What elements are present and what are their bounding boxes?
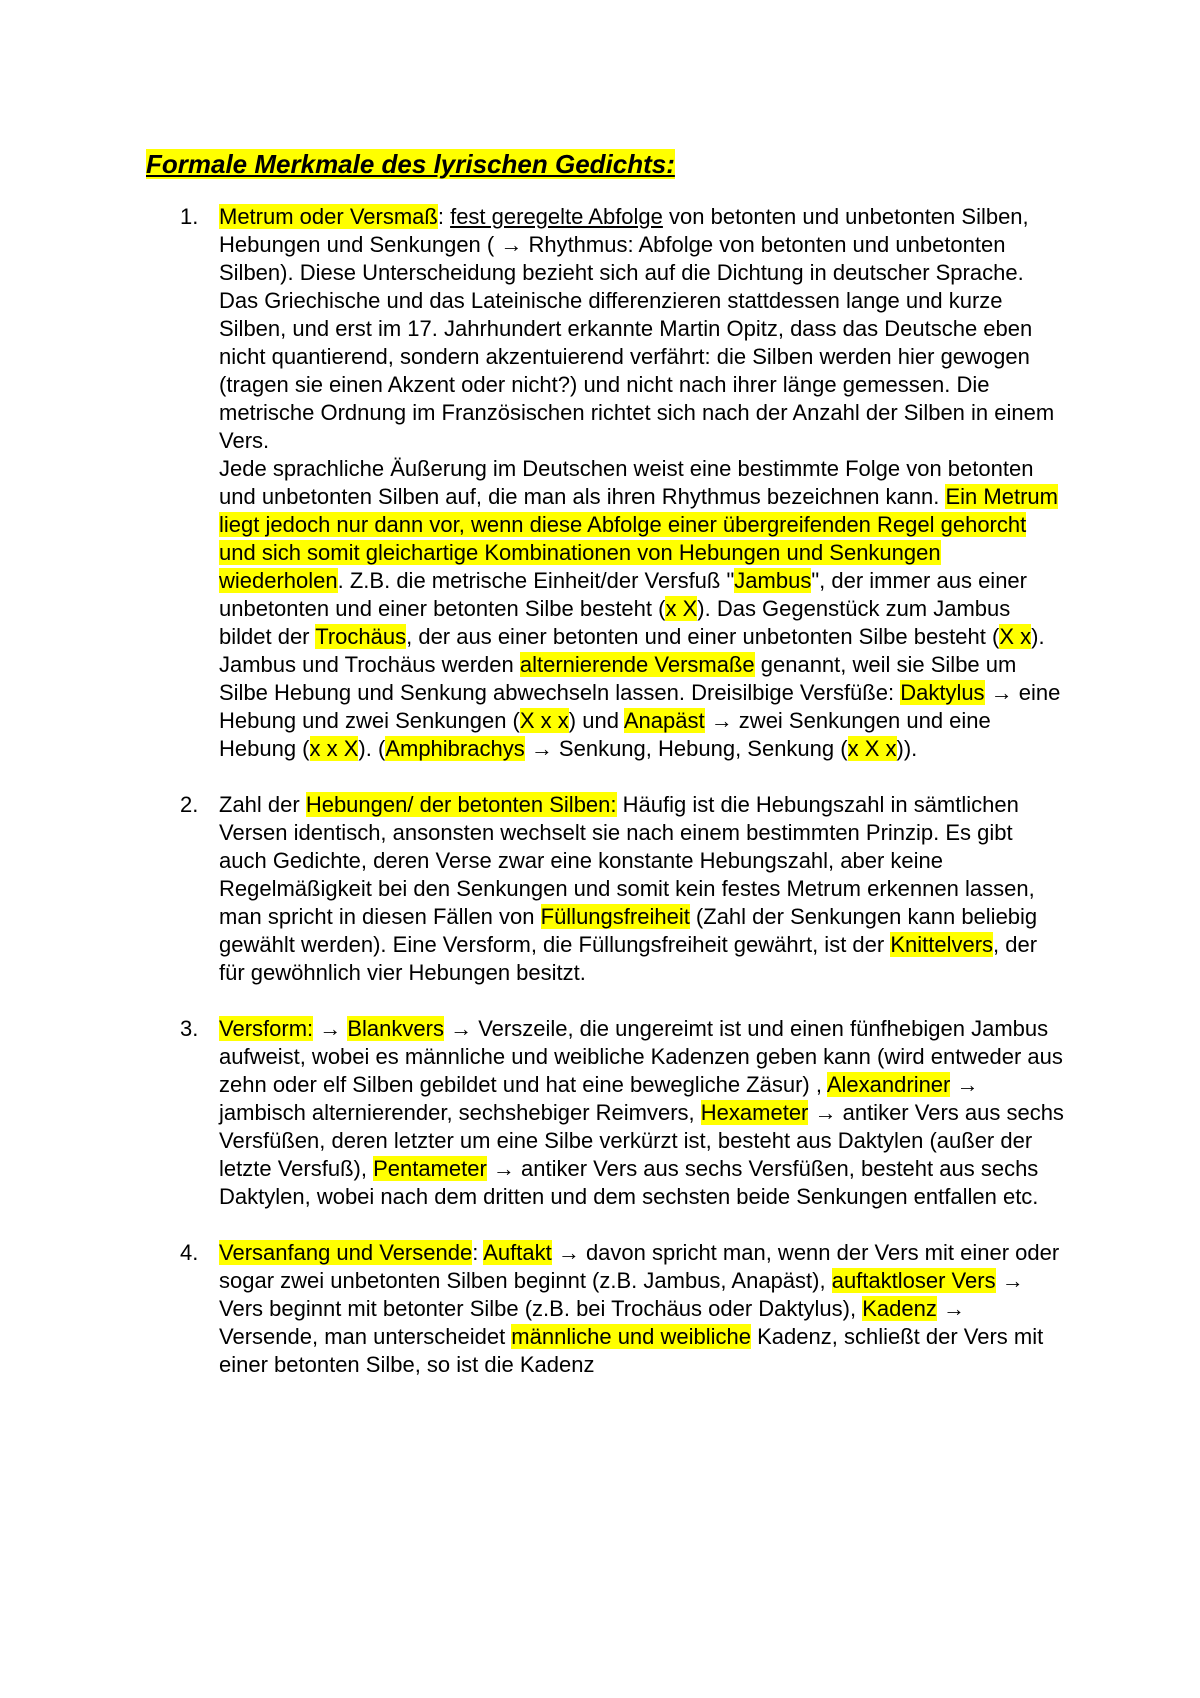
text-segment: → zwei Senkungen und eine Hebung (: [219, 708, 991, 761]
text-segment: ", der immer aus einer unbetonten und einer betonten Silbe besteht (: [219, 568, 1027, 621]
text-segment: Häufig ist die Hebungszahl in sämtlichen Versen identisch, ansonsten wechselt sie nach einem bestimmten Prinzip. Es gibt auch Gedichte, deren Verse zwar eine konstante Hebungszahl, aber keine Regelmäßigkeit bei den Senkungen und somit kein festes Metrum erkennen lassen, man spricht in diesen Fällen von: [219, 792, 1035, 929]
list-item: [146, 203, 1066, 763]
highlighted-term: Blankvers: [347, 1016, 444, 1041]
highlighted-term: Trochäus: [315, 624, 407, 649]
list-item: [146, 1015, 1066, 1211]
highlighted-term: Jambus: [734, 568, 812, 593]
text-segment: → Versende, man unterscheidet: [219, 1296, 965, 1349]
list-item-number: 1.: [180, 204, 199, 229]
highlighted-term: Amphibrachys: [385, 736, 525, 761]
text-segment: genannt, weil sie Silbe um Silbe Hebung und Senkung abwechseln lassen. Dreisilbige Versfüße:: [219, 652, 1017, 705]
text-segment: , der aus einer betonten und einer unbetonten Silbe besteht (: [406, 624, 1000, 649]
text-segment: ). Jambus und Trochäus werden: [219, 624, 1045, 677]
text-segment: :: [472, 1240, 484, 1265]
text-segment: ). (: [358, 736, 386, 761]
highlighted-term: Kadenz: [862, 1296, 937, 1321]
highlighted-term: alternierende Versmaße: [519, 652, 755, 677]
text-segment: →: [313, 1016, 348, 1041]
text-segment: → antiker Vers aus sechs Versfüßen, besteht aus sechs Daktylen, wobei nach dem dritten und dem sechsten beide Senkungen entfallen etc.: [219, 1156, 1039, 1209]
highlighted-term: x X: [665, 596, 698, 621]
highlighted-term: Anapäst: [623, 708, 705, 733]
text-segment: → davon spricht man, wenn der Vers mit einer oder sogar zwei unbetonten Silben beginnt (z.B. Jambus, Anapäst),: [219, 1240, 1060, 1293]
highlighted-term: Versanfang und Versende: [219, 1240, 473, 1265]
text-segment: → Vers beginnt mit betonter Silbe (z.B. bei Trochäus oder Daktylus),: [219, 1268, 1024, 1321]
list-item-number: 3.: [180, 1016, 199, 1041]
text-segment: Kadenz, schließt der Vers mit einer betonten Silbe, so ist die Kadenz: [219, 1324, 1044, 1377]
list-item-number: 2.: [180, 792, 199, 817]
list-item-text: [219, 1015, 1066, 1211]
highlighted-term: Auftakt: [483, 1240, 552, 1265]
text-segment: Zahl der: [219, 792, 306, 817]
highlighted-term: x x X: [309, 736, 359, 761]
list-item: [146, 1239, 1066, 1379]
list-item-text: [219, 203, 1066, 763]
text-segment: ) und: [568, 708, 624, 733]
text-segment: Jede sprachliche Äußerung im Deutschen weist eine bestimmte Folge von betonten und unbetonten Silben auf, die man als ihren Rhythmus bezeichnen kann.: [219, 456, 1034, 509]
highlighted-term: Metrum oder Versmaß: [219, 204, 438, 229]
list-item-number: 4.: [180, 1240, 199, 1265]
text-segment: → antiker Vers aus sechs Versfüßen, deren letzter um eine Silbe verkürzt ist, besteht aus Daktylen (außer der letzte Versfuß),: [219, 1100, 1064, 1181]
document-title-text: Formale Merkmale des lyrischen Gedichts:: [146, 149, 675, 179]
highlighted-term: Versform:: [219, 1016, 314, 1041]
list-item: [146, 791, 1066, 987]
list-item-text: [219, 791, 1066, 987]
highlighted-term: Knittelvers: [890, 932, 994, 957]
text-segment: (Zahl der Senkungen kann beliebig gewählt werden). Eine Versform, die Füllungsfreiheit gewährt, ist der: [219, 904, 1038, 957]
text-segment: → eine Hebung und zwei Senkungen (: [219, 680, 1061, 733]
underlined-text: fest geregelte Abfolge: [450, 204, 663, 229]
text-segment: → Verszeile, die ungereimt ist und einen fünfhebigen Jambus aufweist, wobei es männliche und weibliche Kadenzen geben kann (wird entweder aus zehn oder elf Silben gebildet und hat eine bewegliche Zäsur) ,: [219, 1016, 1063, 1097]
highlighted-term: Daktylus: [900, 680, 985, 705]
text-segment: ). Das Gegenstück zum Jambus bildet der: [219, 596, 1011, 649]
highlighted-term: Pentameter: [373, 1156, 487, 1181]
highlighted-term: Ein Metrum liegt jedoch nur dann vor, wenn diese Abfolge einer übergreifenden Regel gehorcht und sich somit gleichartige Kombinationen von Hebungen und Senkungen wiederholen: [219, 484, 1058, 593]
highlighted-term: auftaktloser Vers: [831, 1268, 996, 1293]
text-segment: → jambisch alternierender, sechshebiger Reimvers,: [219, 1072, 979, 1125]
text-segment: . Z.B. die metrische Einheit/der Versfuß ": [337, 568, 735, 593]
feature-list: [146, 203, 1066, 1407]
text-segment: → Senkung, Hebung, Senkung (: [524, 736, 848, 761]
highlighted-term: Füllungsfreiheit: [540, 904, 690, 929]
text-segment: )).: [896, 736, 918, 761]
text-segment: :: [437, 204, 451, 229]
highlighted-term: Alexandriner: [826, 1072, 951, 1097]
list-item-text: [219, 1239, 1066, 1379]
highlighted-term: Hexameter: [700, 1100, 809, 1125]
highlighted-term: x X x: [847, 736, 897, 761]
highlighted-term: Hebungen/ der betonten Silben:: [305, 792, 617, 817]
text-segment: von betonten und unbetonten Silben, Hebungen und Senkungen ( → Rhythmus: Abfolge von betonten und unbetonten Silben). Diese Unterscheidung bezieht sich auf die Dichtung in deutscher Sprache. Das Griechische und das Lateinische differenzieren stattdessen lange und kurze Silben, und erst im 17. Jahrhundert erkannte Martin Opitz, dass das Deutsche eben nicht quantierend, sondern akzentuierend verfährt: die Silben werden hier gewogen (tragen sie einen Akzent oder nicht?) und nicht nach ihrer länge gemessen. Die metrische Ordnung im Französischen richtet sich nach der Anzahl der Silben in einem Vers.: [219, 204, 1055, 453]
highlighted-term: männliche und weibliche: [511, 1324, 751, 1349]
highlighted-term: X x x: [519, 708, 569, 733]
highlighted-term: X x: [999, 624, 1032, 649]
document-title: [146, 147, 675, 181]
text-segment: , der für gewöhnlich vier Hebungen besitzt.: [219, 932, 1038, 985]
